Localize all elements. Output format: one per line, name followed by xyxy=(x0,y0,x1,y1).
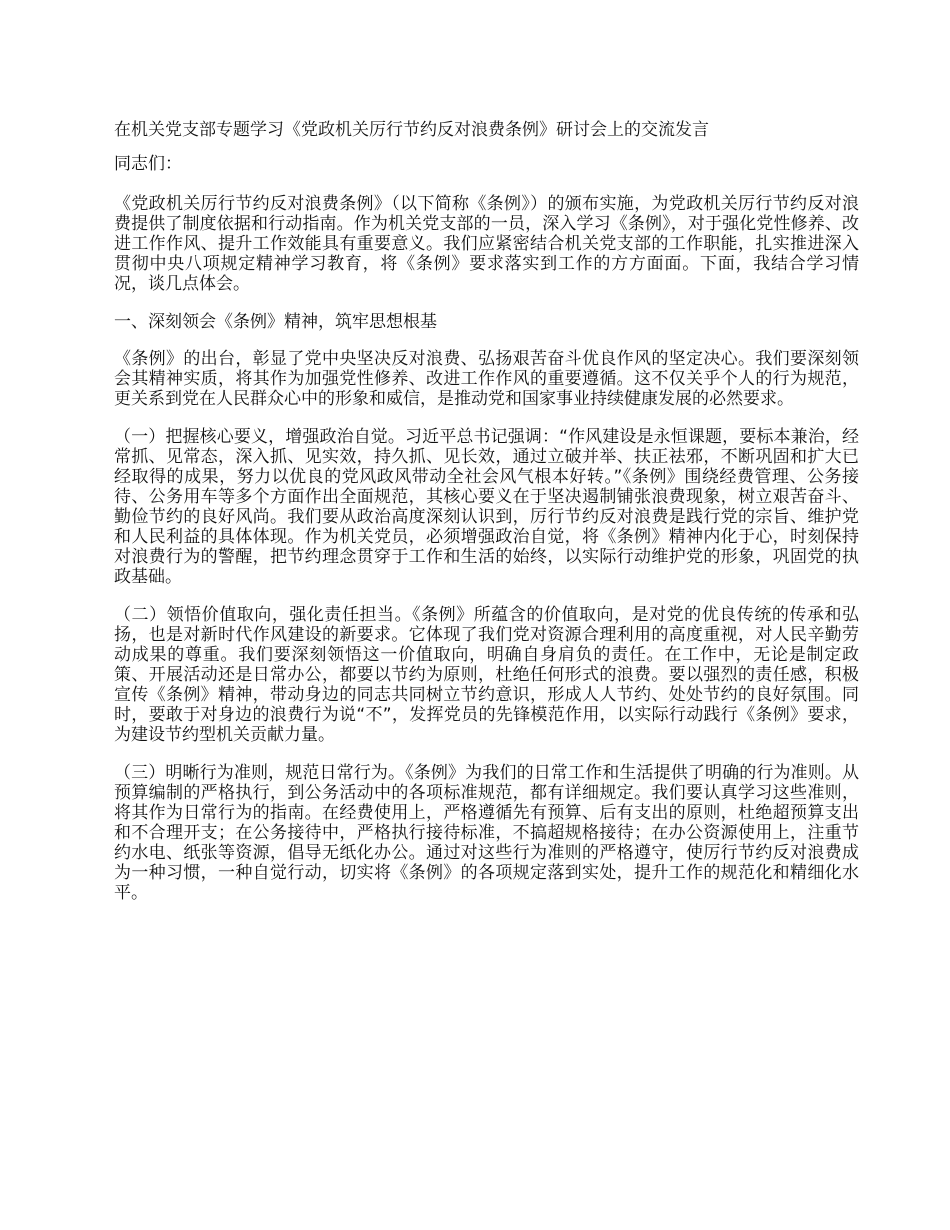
document-title: 在机关党支部专题学习《党政机关厉行节约反对浪费条例》研讨会上的交流发言 xyxy=(114,120,709,140)
subsection-1-paragraph: （一）把握核心要义，增强政治自觉。习近平总书记强调：“作风建设是永恒课题，要标本兼治，经常抓、见常态，深入抓、见实效，持久抓、见长效，通过立破并举、扶正祛邪，不断巩固和扩大已经取得的成果，努力以优良的党风政风带动全社会风气根本好转。”《条例》围绕经费管理、公务接待、公务用车等多个方面作出全面规范，其核心要义在于坚决遏制铺张浪费现象，树立艰苦奋斗、勤俭节约的良好风尚。我们要从政治高度深刻认识到，厉行节约反对浪费是践行党的宗旨、维护党和人民利益的具体体现。作为机关党员，必须增强政治自觉，将《条例》精神内化于心，时刻保持对浪费行为的警醒，把节约理念贯穿于工作和生活的始终，以实际行动维护党的形象，巩固党的执政基础。 xyxy=(114,427,859,587)
salutation: 同志们： xyxy=(114,154,182,174)
subsection-2-paragraph: （二）领悟价值取向，强化责任担当。《条例》所蕴含的价值取向，是对党的优良传统的传承和弘扬，也是对新时代作风建设的新要求。它体现了我们党对资源合理利用的高度重视，对人民辛勤劳动成果的尊重。我们要深刻领悟这一价值取向，明确自身肩负的责任。在工作中，无论是制定政策、开展活动还是日常办公，都要以节约为原则，杜绝任何形式的浪费。要以强烈的责任感，积极宣传《条例》精神，带动身边的同志共同树立节约意识，形成人人节约、处处节约的良好氛围。同时，要敢于对身边的浪费行为说“不”，发挥党员的先锋模范作用，以实际行动践行《条例》要求，为建设节约型机关贡献力量。 xyxy=(114,605,859,745)
intro-paragraph: 《党政机关厉行节约反对浪费条例》（以下简称《条例》）的颁布实施，为党政机关厉行节约反对浪费提供了制度依据和行动指南。作为机关党支部的一员，深入学习《条例》，对于强化党性修养、改进工作作风、提升工作效能具有重要意义。我们应紧密结合机关党支部的工作职能，扎实推进深入贯彻中央八项规定精神学习教育，将《条例》要求落实到工作的方方面面。下面，我结合学习情况，谈几点体会。 xyxy=(114,194,859,294)
section-1-heading: 一、深刻领会《条例》精神，筑牢思想根基 xyxy=(114,312,437,332)
document-page xyxy=(114,120,859,921)
section-1-paragraph: 《条例》的出台，彰显了党中央坚决反对浪费、弘扬艰苦奋斗优良作风的坚定决心。我们要深刻领会其精神实质，将其作为加强党性修养、改进工作作风的重要遵循。这不仅关乎个人的行为规范，更关系到党在人民群众心中的形象和威信，是推动党和国家事业持续健康发展的必然要求。 xyxy=(114,349,859,409)
subsection-3-paragraph: （三）明晰行为准则，规范日常行为。《条例》为我们的日常工作和生活提供了明确的行为准则。从预算编制的严格执行，到公务活动中的各项标准规范，都有详细规定。我们要认真学习这些准则，将其作为日常行为的指南。在经费使用上，严格遵循先有预算、后有支出的原则，杜绝超预算支出和不合理开支；在公务接待中，严格执行接待标准，不搞超规格接待；在办公资源使用上，注重节约水电、纸张等资源，倡导无纸化办公。通过对这些行为准则的严格遵守，使厉行节约反对浪费成为一种习惯，一种自觉行动，切实将《条例》的各项规定落到实处，提升工作的规范化和精细化水平。 xyxy=(114,763,859,903)
